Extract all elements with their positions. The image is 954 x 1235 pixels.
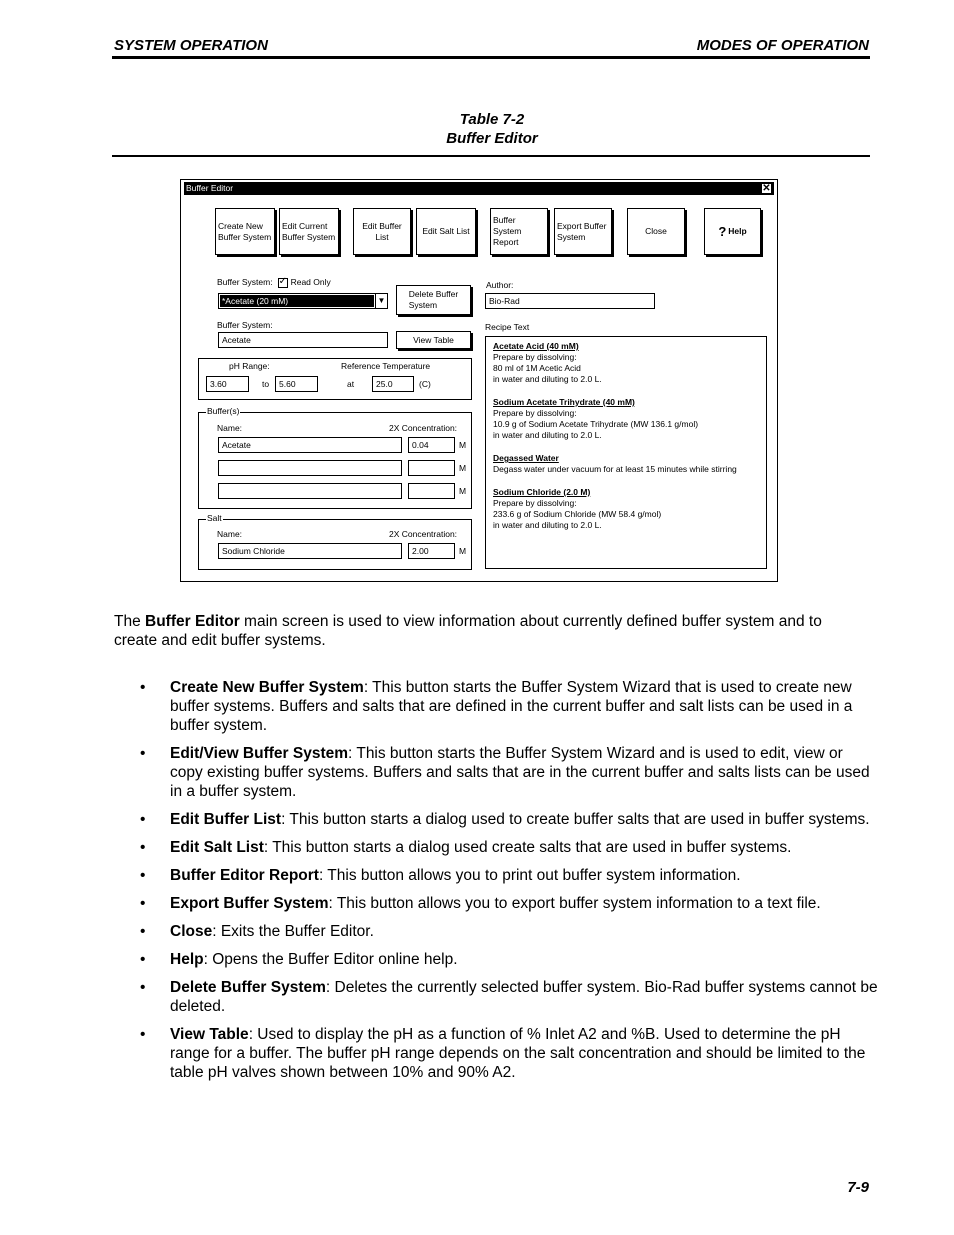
- unit-label: M: [459, 486, 467, 496]
- to-label: to: [262, 379, 270, 389]
- recipe-line: in water and diluting to 2.0 L.: [493, 430, 602, 440]
- list-term: Delete Buffer System: [170, 979, 326, 996]
- button-label: Edit Current Buffer System: [282, 220, 336, 242]
- button-label: Edit Buffer List: [362, 220, 402, 242]
- buffer-system-name-label: Buffer System:: [217, 320, 273, 330]
- edit-buffer-list-button[interactable]: [353, 208, 411, 255]
- edit-salt-list-button[interactable]: [416, 208, 476, 255]
- button-label: Buffer System Report: [493, 215, 522, 247]
- read-only-checkbox[interactable]: [278, 278, 288, 288]
- button-label: Export Buffer System: [557, 220, 607, 242]
- list-term: Create New Buffer System: [170, 679, 364, 696]
- button-label: View Table: [413, 334, 454, 345]
- buffer-name-field[interactable]: [218, 460, 402, 476]
- recipe-block: [493, 341, 759, 385]
- author-label: Author:: [486, 280, 514, 290]
- button-label: Delete Buffer System: [408, 289, 459, 310]
- bullet-icon: •: [140, 895, 146, 912]
- intro-text: The: [114, 613, 146, 630]
- recipe-block: [493, 397, 759, 441]
- help-icon: ?: [718, 224, 727, 239]
- intro-text: main screen is used to view information about currently defined buffer system and to create and edit buffer systems.: [114, 613, 822, 649]
- recipe-heading: Degassed Water: [493, 453, 559, 463]
- button-label: Create New Buffer System: [218, 220, 272, 242]
- bullet-icon: •: [140, 745, 146, 762]
- list-term: Edit Salt List: [170, 839, 264, 856]
- buffer-system-select[interactable]: [218, 293, 388, 309]
- label-text: Buffer System:: [217, 277, 273, 287]
- read-only-label: Read Only: [290, 277, 331, 287]
- button-label: Close: [645, 226, 667, 236]
- list-item: [138, 838, 878, 857]
- salt-concentration-label: 2X Concentration:: [389, 529, 458, 539]
- list-term: Export Buffer System: [170, 895, 329, 912]
- bullet-icon: •: [140, 839, 146, 856]
- buffer-name-field[interactable]: [218, 483, 402, 499]
- recipe-heading: Acetate Acid (40 mM): [493, 341, 579, 351]
- list-item: [138, 810, 878, 829]
- page-number: 7-9: [847, 1179, 869, 1196]
- button-label: Edit Salt List: [422, 226, 470, 236]
- button-label: Help: [728, 226, 747, 236]
- list-text: : This button allows you to export buffer system information to a text file.: [328, 895, 821, 912]
- list-item: [138, 978, 878, 1016]
- list-item: [138, 866, 878, 885]
- bullet-list: [138, 678, 878, 1091]
- close-button[interactable]: [627, 208, 685, 255]
- buffers-group-title: Buffer(s): [207, 406, 240, 416]
- intro-paragraph: [114, 612, 854, 650]
- salt-group-title: Salt: [207, 513, 222, 523]
- list-text: : Exits the Buffer Editor.: [212, 923, 374, 940]
- edit-current-buffer-system-button[interactable]: [279, 208, 339, 255]
- list-item: [138, 678, 878, 735]
- buffer-system-name-field[interactable]: Acetate: [218, 332, 388, 348]
- buffer-concentration-field[interactable]: [408, 460, 455, 476]
- bullet-icon: •: [140, 951, 146, 968]
- list-item: [138, 894, 878, 913]
- bullet-icon: •: [140, 679, 146, 696]
- salt-concentration-field[interactable]: 2.00: [408, 543, 455, 559]
- recipe-heading: Sodium Acetate Trihydrate (40 mM): [493, 397, 635, 407]
- reference-temperature-label: Reference Temperature: [341, 361, 431, 371]
- recipe-line: Degass water under vacuum for at least 15 minutes while stirring: [493, 464, 737, 474]
- list-term: Edit Buffer List: [170, 811, 282, 828]
- recipe-line: 80 ml of 1M Acetic Acid: [493, 363, 581, 373]
- bullet-icon: •: [140, 1026, 146, 1043]
- recipe-text-area[interactable]: [485, 336, 767, 569]
- list-text: : This button starts a dialog used to create buffer salts that are used in buffer systems.: [281, 811, 870, 828]
- list-text: : This button allows you to print out buffer system information.: [318, 867, 741, 884]
- list-text: : Used to display the pH as a function of % Inlet A2 and %B. Used to determine the pH range for a buffer. The buffer pH range depends on the salt concentration and should be limited to the table pH valves shown between 10% and 90% A2.: [170, 1026, 866, 1081]
- list-item: [138, 922, 878, 941]
- recipe-heading: Sodium Chloride (2.0 M): [493, 487, 591, 497]
- at-label: at: [347, 379, 355, 389]
- buffer-system-report-button[interactable]: [490, 208, 548, 255]
- buffer-name-field[interactable]: Acetate: [218, 437, 402, 453]
- list-term: View Table: [170, 1026, 249, 1043]
- temperature-field[interactable]: 25.0: [372, 376, 414, 392]
- selected-buffer-value: *Acetate (20 mM): [220, 295, 374, 307]
- salt-name-field[interactable]: Sodium Chloride: [218, 543, 402, 559]
- buffer-concentration-field[interactable]: [408, 483, 455, 499]
- chevron-down-icon[interactable]: ▼: [375, 294, 387, 308]
- list-item: [138, 950, 878, 969]
- salt-name-label: Name:: [217, 529, 243, 539]
- bullet-icon: •: [140, 867, 146, 884]
- recipe-line: in water and diluting to 2.0 L.: [493, 520, 602, 530]
- list-term: Edit/View Buffer System: [170, 745, 349, 762]
- list-text: : This button starts the Buffer System Wizard and is used to edit, view or copy existing buffer systems. Buffers and salts that are in the current buffer and salts lists can be used in a buffer system.: [170, 745, 870, 800]
- recipe-text-label: Recipe Text: [485, 322, 530, 332]
- recipe-block: [493, 487, 759, 531]
- buffer-name-label: Name:: [217, 423, 243, 433]
- recipe-line: in water and diluting to 2.0 L.: [493, 374, 602, 384]
- buffer-editor-dialog: [180, 179, 778, 582]
- bullet-icon: •: [140, 923, 146, 940]
- ph-to-field[interactable]: 5.60: [275, 376, 318, 392]
- list-term: Buffer Editor Report: [170, 867, 319, 884]
- temperature-unit: (C): [419, 379, 431, 389]
- create-new-buffer-system-button[interactable]: [215, 208, 275, 255]
- dialog-title: Buffer Editor: [184, 182, 774, 195]
- help-button[interactable]: [704, 208, 761, 255]
- delete-buffer-system-button[interactable]: [396, 285, 471, 315]
- unit-label: M: [459, 546, 467, 556]
- list-item: [138, 1025, 878, 1082]
- ph-from-field[interactable]: 3.60: [206, 376, 249, 392]
- buffer-concentration-field[interactable]: 0.04: [408, 437, 455, 453]
- recipe-line: Prepare by dissolving:: [493, 498, 577, 508]
- unit-label: M: [459, 463, 467, 473]
- table-rule: [112, 155, 870, 157]
- list-term: Close: [170, 923, 213, 940]
- bullet-icon: •: [140, 979, 146, 996]
- recipe-line: Prepare by dissolving:: [493, 408, 577, 418]
- buffer-system-label: [217, 277, 331, 288]
- list-term: Help: [170, 951, 204, 968]
- bullet-icon: •: [140, 811, 146, 828]
- table-caption: Buffer Editor: [446, 130, 538, 147]
- buffer-concentration-label: 2X Concentration:: [389, 423, 458, 433]
- author-field[interactable]: Bio-Rad: [485, 293, 655, 309]
- recipe-block: [493, 453, 759, 475]
- list-text: : Opens the Buffer Editor online help.: [203, 951, 458, 968]
- export-buffer-system-button[interactable]: [554, 208, 612, 255]
- header-rule: [112, 56, 870, 59]
- running-header-left: SYSTEM OPERATION: [114, 37, 268, 54]
- view-table-button[interactable]: [396, 331, 471, 349]
- list-text: : Deletes the currently selected buffer system. Bio-Rad buffer systems cannot be deleted.: [170, 979, 878, 1015]
- recipe-line: 233.6 g of Sodium Chloride (MW 58.4 g/mol): [493, 509, 662, 519]
- intro-term: Buffer Editor: [145, 613, 240, 630]
- list-item: [138, 744, 878, 801]
- list-text: : This button starts the Buffer System Wizard that is used to create new buffer systems. Buffers and salts that are defined in the current buffer and salt lists can be used in a buffer system.: [170, 679, 853, 734]
- table-number: Table 7-2: [459, 111, 525, 128]
- ph-range-label: pH Range:: [229, 361, 270, 371]
- recipe-line: Prepare by dissolving:: [493, 352, 577, 362]
- running-header-right: MODES OF OPERATION: [696, 37, 869, 54]
- unit-label: M: [459, 440, 467, 450]
- list-text: : This button starts a dialog used create salts that are used in buffer systems.: [263, 839, 792, 856]
- recipe-line: 10.9 g of Sodium Acetate Trihydrate (MW 136.1 g/mol): [493, 419, 699, 429]
- close-icon[interactable]: ✕: [762, 183, 771, 194]
